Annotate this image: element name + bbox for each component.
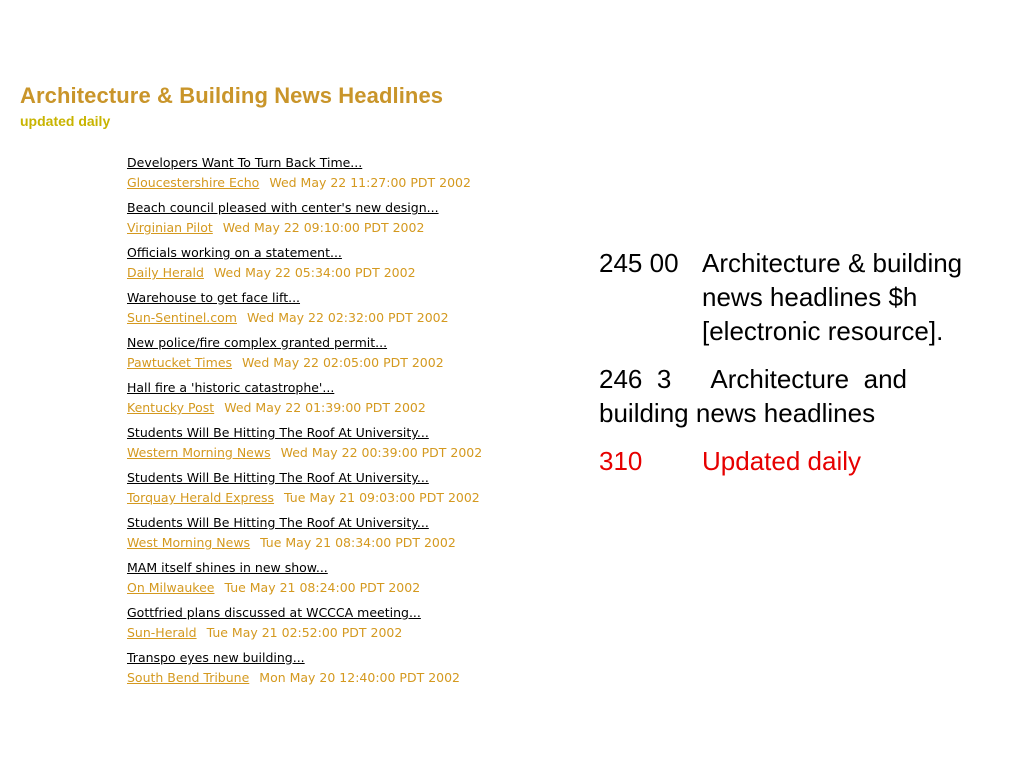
news-meta — [127, 623, 567, 643]
source-link[interactable]: Daily Herald — [127, 265, 204, 280]
source-link[interactable]: Western Morning News — [127, 445, 271, 460]
source-link[interactable]: Gloucestershire Echo — [127, 175, 260, 190]
timestamp: Wed May 22 02:32:00 PDT 2002 — [246, 310, 449, 325]
news-item — [127, 288, 567, 333]
field-245 — [599, 246, 999, 348]
headline-link[interactable]: Beach council pleased with center's new design... — [127, 200, 439, 215]
news-item — [127, 603, 567, 648]
headline-link[interactable]: MAM itself shines in new show... — [127, 560, 328, 575]
headline-link[interactable]: Developers Want To Turn Back Time... — [127, 155, 363, 170]
timestamp: Tue May 21 02:52:00 PDT 2002 — [206, 625, 403, 640]
news-meta — [127, 488, 567, 508]
timestamp: Tue May 21 09:03:00 PDT 2002 — [284, 490, 480, 505]
headline-link[interactable]: Hall fire a 'historic catastrophe'... — [127, 380, 335, 395]
news-item — [127, 198, 567, 243]
field-310 — [599, 444, 999, 478]
headline-link[interactable]: Officials working on a statement... — [127, 245, 342, 260]
page-subtitle: updated daily — [20, 113, 111, 129]
source-link[interactable]: Virginian Pilot — [127, 220, 213, 235]
news-item — [127, 243, 567, 288]
timestamp: Wed May 22 01:39:00 PDT 2002 — [224, 400, 426, 415]
source-link[interactable]: Kentucky Post — [127, 400, 215, 415]
field-245-tag: 245 00 — [599, 248, 679, 278]
news-meta — [127, 443, 567, 463]
timestamp: Wed May 22 09:10:00 PDT 2002 — [222, 220, 425, 235]
source-link[interactable]: Sun-Sentinel.com — [127, 310, 237, 325]
headline-link[interactable]: Warehouse to get face lift... — [127, 290, 301, 305]
news-meta — [127, 308, 567, 328]
source-link[interactable]: Sun-Herald — [127, 625, 197, 640]
news-item — [127, 558, 567, 603]
news-item — [127, 513, 567, 558]
headline-link[interactable]: Students Will Be Hitting The Roof At University... — [127, 515, 429, 530]
timestamp: Wed May 22 02:05:00 PDT 2002 — [242, 355, 444, 370]
news-item — [127, 378, 567, 423]
headline-link[interactable]: Students Will Be Hitting The Roof At University... — [127, 425, 429, 440]
field-246: 246 3 Architecture and building news headlines — [599, 364, 907, 428]
timestamp: Tue May 21 08:34:00 PDT 2002 — [260, 535, 456, 550]
source-link[interactable]: Pawtucket Times — [127, 355, 233, 370]
news-meta — [127, 173, 567, 193]
field-310-tag: 310 — [599, 446, 643, 476]
news-item — [127, 468, 567, 513]
field-245-value: Architecture & building news headlines $h [electronic resource]. — [702, 248, 963, 346]
news-meta — [127, 263, 567, 283]
news-item — [127, 153, 567, 198]
news-list — [127, 153, 567, 693]
news-meta — [127, 668, 567, 688]
timestamp: Mon May 20 12:40:00 PDT 2002 — [259, 670, 461, 685]
page-title: Architecture & Building News Headlines — [20, 83, 444, 108]
news-item — [127, 423, 567, 468]
news-meta — [127, 218, 567, 238]
news-item — [127, 333, 567, 378]
source-link[interactable]: South Bend Tribune — [127, 670, 250, 685]
source-link[interactable]: Torquay Herald Express — [127, 490, 275, 505]
headline-link[interactable]: Gottfried plans discussed at WCCCA meeting... — [127, 605, 421, 620]
news-meta — [127, 398, 567, 418]
timestamp: Wed May 22 11:27:00 PDT 2002 — [269, 175, 471, 190]
catalog-record — [599, 246, 999, 492]
source-link[interactable]: West Morning News — [127, 535, 251, 550]
timestamp: Tue May 21 08:24:00 PDT 2002 — [224, 580, 421, 595]
headline-link[interactable]: Transpo eyes new building... — [127, 650, 305, 665]
news-meta — [127, 353, 567, 373]
field-310-value: Updated daily — [702, 446, 861, 476]
headline-link[interactable]: New police/fire complex granted permit... — [127, 335, 388, 350]
source-link[interactable]: On Milwaukee — [127, 580, 215, 595]
news-item — [127, 648, 567, 693]
timestamp: Wed May 22 05:34:00 PDT 2002 — [213, 265, 416, 280]
news-meta — [127, 533, 567, 553]
news-meta — [127, 578, 567, 598]
headline-link[interactable]: Students Will Be Hitting The Roof At University... — [127, 470, 429, 485]
timestamp: Wed May 22 00:39:00 PDT 2002 — [280, 445, 483, 460]
